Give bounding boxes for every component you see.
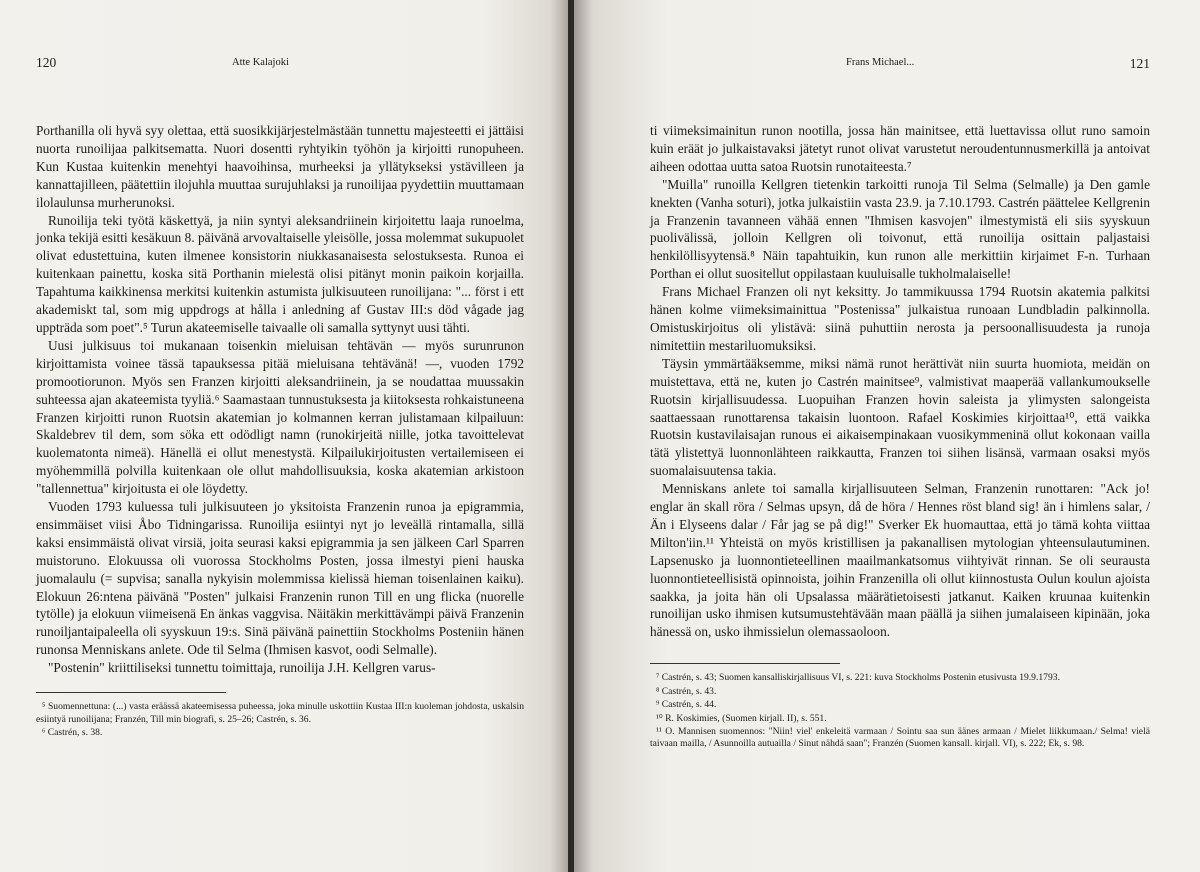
right-page [574,0,1200,872]
footnote: ⁶ Castrén, s. 38. [42,726,103,738]
paragraph: Frans Michael Franzen oli nyt keksitty. Jo tammikuussa 1794 Ruotsin akatemia palkitsi hänen kolme viimeksimainittua "Postenissa" julkaistua runoaan Lundbladin palkinnolla. Omistuskirjoitus oli ylistävä: siinä puhuttiin nerosta ja persoonallisuudesta ja runoja nimitettiin mestariluomuksiksi. [650,284,1150,353]
paragraph: "Muilla" runoilla Kellgren tietenkin tarkoitti runoja Til Selma (Selmalle) ja Den gamle knekten (Vanha soturi), jotka julkaistiin vasta 23.9. ja 7.10.1793. Castrén päättelee Kellgrenin ja Franzenin tavanneen vähää ennen "Ihmisen kasvojen" ilmestymistä eli siis syyskuun puolivälissä, jolloin Kellgren oli toivonut, että runoilija osittain paljastaisi henkilöllisyytensä.⁸ Näin tapahtuikin, kun runon alle merkittiin kirjaimet F-n. Turhaan Porthan ei ollut suositellut oppilastaan kuuluisalle tukholmalaiselle! [650,176,1150,282]
left-body-text [36,84,524,677]
footnote: ¹⁰ R. Koskimies, (Suomen kirjall. II), s. 551. [656,712,827,724]
footnote: ⁵ Suomennettuna: (...) vasta eräässä akateemisessa puheessa, joka minulle uskottiin Kustaa III:n kuoleman johdosta, uskalsin esiintyä runoilijana; Franzén, Till min biografi, s. 25–26; Castrén, s. 36. [36,701,524,725]
paragraph: ti viimeksimainitun runon nootilla, jossa hän mainitsee, että luettavissa ollut runo samoin kuin eräät jo julkaistavaksi jätetyt runot olivat varustetut neroudentunnusmerkillä ja antoivat aiheen odottaa uutta satoa Ruotsin runotaiteesta.⁷ [650,123,1150,174]
paragraph: Vuoden 1793 kuluessa tuli julkisuuteen jo yksitoista Franzenin runoa ja epigrammia, ensimmäiset viisi Åbo Tidningarissa. Runoilija esiintyi nyt jo leveällä rintamalla, sillä kaksi ensimmäistä olivat virsiä, joita seurasi kaksi epigrammia ja sen jälkeen Carl Sparren muistoruno. Elokuussa oli vuorossa Stockholms Posten, jossa ilmestyi pieni hauska juomalaulu (= supvisa; sanalla nykyisin molemmissa kielissä hieman toisenlainen kaiku). Elokuun 26:ntena päivänä "Posten" julkaisi Franzenin runon Till en ung flicka (nuorelle tytölle) ja elokuun viimeisenä En änkas vaggvisa. Näitäkin merkittävämpi päivä Franzenin runoiljantaipaleella oli syyskuun 19:s. Sinä päivänä painettiin Stockholms Posteniin hänen runonsa Menniskans anlete. Ode til Selma (Ihmisen kasvot, oodi Selmalle). [36,499,524,658]
left-page-header [36,0,524,84]
right-page-header [650,0,1150,84]
footnote-divider [650,663,840,664]
footnote: ⁹ Castrén, s. 44. [656,699,717,711]
footnote: ⁸ Castrén, s. 43. [656,685,717,697]
paragraph: "Postenin" kriittiliseksi tunnettu toimittaja, runoilija J.H. Kellgren varus- [48,660,436,676]
page-number: 120 [36,55,57,70]
footnote: ¹¹ O. Mannisen suomennos: "Niin! viel' enkeleitä varmaan / Sointu saa sun äänes armaan / Mielet liikkumaan./ Selma! vielä taivaan mailla, / Asunnoilla autuailla / Sinut nähdä saan"; Franzén (Suomen kansall. kirjall. VI), s. 222; Ek, s. 98. [650,725,1150,750]
paragraph: Uusi julkisuus toi mukanaan toisenkin mieluisan tehtävän — myös surunrunon kirjoittamista voinee tässä tapauksessa pitää mieluisana tehtävänä! —, vuoden 1792 promootiorunon. Myös sen Franzen kirjoitti aleksandriinein, ja se noudattaa muussakin suhteessa ajan akateemista tyyliä.⁶ Saamastaan tunnustuksesta ja kiitoksesta rohkaistuneena Franzen kirjoitti runon Ruotsin akatemian jo kolmannen kerran julistamaan kilpailuun: Skaldebrev til dem, som söka ett odödligt namn (runokirjeitä niille, jotka tavoittelevat kuolematonta nimeä). Hänellä ei ollut menestystä. Kilpailukirjoitusten vertailemiseen ei myöhemmillä polvilla kuitenkaan ole ollut mahdollisuuksia, koska akatemian arkistoon "tallennettua" kirjoitusta ei ole löydetty. [36,337,524,497]
page-number: 121 [1129,56,1150,71]
paragraph: Porthanilla oli hyvä syy olettaa, että suosikkijärjestelmästään tunnettu majesteetti ei jättäisi nuorta runoilijaa palkitsematta. Nuori dosentti ryhtyikin työhön ja kirjoitti runopuheen. Kun Kustaa kuitenkin menehtyi haavoihinsa, murheeksi ja yllätykseksi ystävilleen ja kannattajilleen, päätettiin ilojuhla muuttaa surujuhlaksi ja runoilijaa pyydettiin muuttamaan ilolaulunsa murherunoksi. [36,123,524,210]
paragraph: Runoilija teki työtä käskettyä, ja niin syntyi aleksandriinein kirjoitettu laaja runoelma, jonka tekijä esitti kesäkuun 8. päivänä arvovaltaiselle yleisölle, jossa molemmat sukupuolet olivat edustettuina, kuten ilmenee konsistorin niukkasanaisesta selostuksesta. Runoa ei kuitenkaan painettu, koska sitä Porthanin mielestä olisi pitänyt monin paikoin korjailla. Tapahtuma kaikkinensa merkitsi kuitenkin astumista julkisuuteen runoilijana: "... först i ett akademiskt tal, som mig uppdrogs at hålla i anledning af Gustav III:s död vågade jag uppträda som poet".⁵ Turun akateemiselle taivaalle oli samalla syttynyt uusi tähti. [36,212,524,335]
footnote: ⁷ Castrén, s. 43; Suomen kansalliskirjallisuus VI, s. 221: kuva Stockholms Postenin etusivusta 19.9.1793. [656,672,1060,684]
right-body-text [650,84,1150,641]
footnote-divider [36,692,226,693]
left-page [0,0,568,872]
running-head: Atte Kalajoki [232,57,289,68]
paragraph: Menniskans anlete toi samalla kirjallisuuteen Selman, Franzenin runottaren: "Ack jo! englar än skall röra / Selmas upsyn, då de höra / Hennes röst bland sig! än i himlens salar, / Än i Elyseens dalar / Får jag se på dig!" Sverker Ek huomauttaa, että jo tämä kohta viittaa Milton'iin.¹¹ Yhteistä on myös kristillisen ja pakanallisen mytologian yhteensulautuminen. Lapsenusko ja luonnontieteellinen maailmankatsomus viihtyivät rinnan. Se oli seurausta luonnontieteellisistä opinnoista, joihin Franzenilla oli ollut kiinnostusta Oulun koulun ajoista saakka, ja joita hän oli Upsalassa määrätietoisesti jatkanut. Kaiken kruunaa kuitenkin runoilijan usko ihmisen kutsumustehtävään maan päällä ja siihen jumalaiseen kipinään, joka hänessä on, usko ihmissielun olemassaoloon. [650,481,1150,640]
left-footnotes [36,701,524,739]
right-footnotes [650,672,1150,750]
paragraph: Täysin ymmärtääksemme, miksi nämä runot herättivät niin suurta huomiota, meidän on muistettava, että ne, kuten jo Castrén mainitsee⁹, valmistivat maaperää vallankumoukselle Ruotsin kirjallisuudessa. Luopuihan Franzen hovin saleista ja ylimysten salongeista saattaessaan runottarensa takaisin luontoon. Rafael Koskimies kirjoittaa¹⁰, että vaikka Ruotsin kustavilaisajan runous ei aikaisempinakaan vuosikymmeninä ollut kokonaan vailla tätä ylistettyä luonnonlähteen raikkautta, Franzen toi siihen lisänsä, varmaan osaksi myös suomalaisuutensa takia. [650,355,1150,479]
running-head: Frans Michael... [846,57,915,68]
